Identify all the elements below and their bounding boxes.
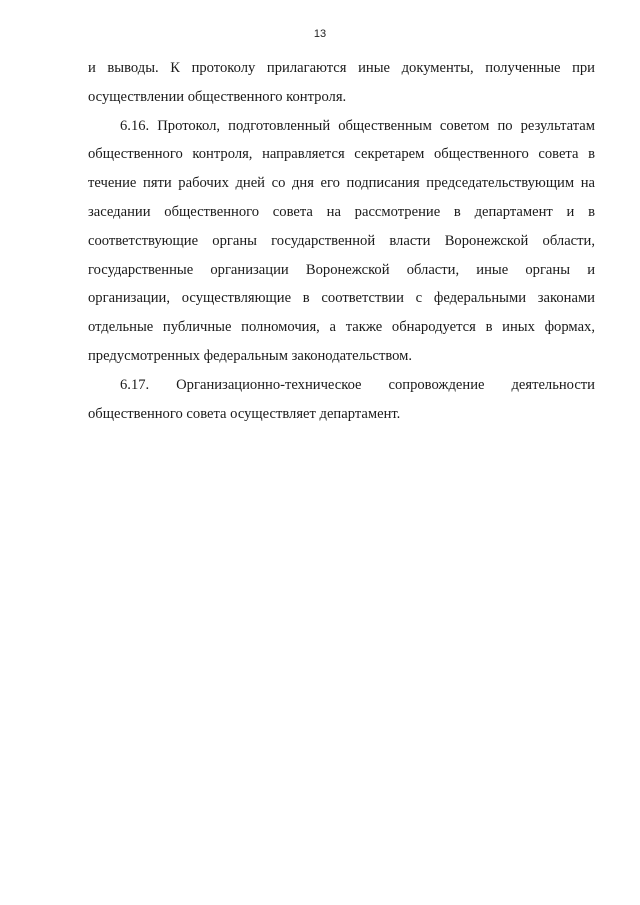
page-number: 13: [313, 28, 327, 40]
paragraph-continuation: и выводы. К протоколу прилагаются иные документы, полученные при осуществлении общественного контроля.: [88, 60, 595, 105]
document-body: [88, 54, 595, 428]
paragraph-6-17-continuation: общественного совета осуществляет департамент.: [88, 405, 401, 422]
clause-number: 6.17.: [120, 376, 150, 393]
word: Организационно-техническое: [176, 376, 362, 393]
word: деятельности: [511, 376, 595, 393]
paragraph-6-17-first-line: [120, 371, 595, 400]
paragraph-6-17: [88, 371, 595, 429]
paragraph-6-16: 6.16. Протокол, подготовленный общественным советом по результатам общественного контроля, направляется секретарем общественного совета в течение пяти рабочих дней со дня его подписания председательствующим на заседании общественного совета на рассмотрение в департамент и в соответствующие органы государственной власти Воронежской области, государственные организации Воронежской области, иные органы и организации, осуществляющие в соответствии с федеральными законами отдельные публичные полномочия, а также обнародуется в иных формах, предусмотренных федеральным законодательством.: [88, 117, 595, 364]
word: сопровождение: [388, 376, 485, 393]
